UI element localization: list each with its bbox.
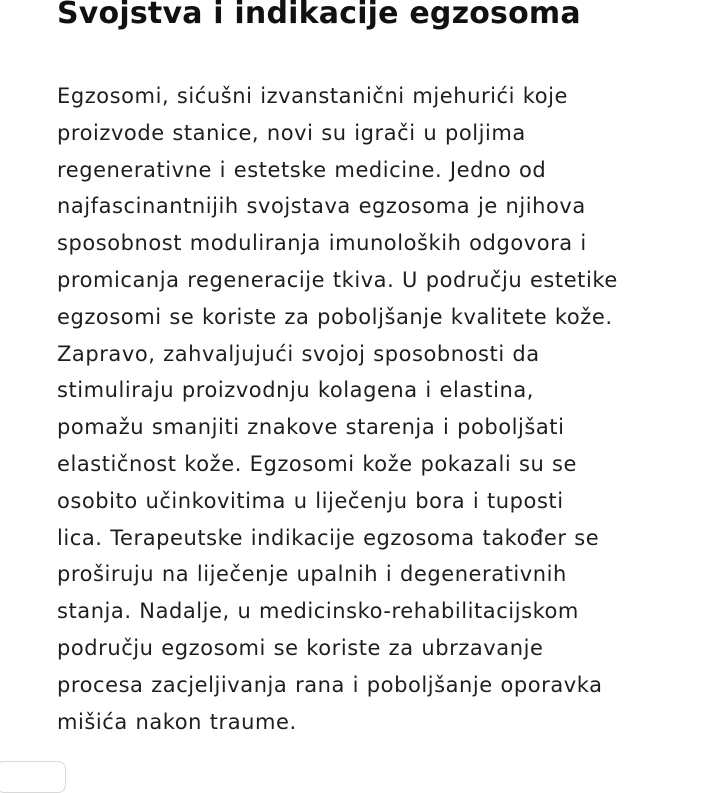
paragraph-line: stanja. Nadalje, u medicinsko-rehabilitacijskom (57, 599, 579, 624)
paragraph-line: elastičnost kože. Egzosomi kože pokazali su se (57, 451, 578, 476)
paragraph-line: Zapravo, zahvaljujući svojoj sposobnosti da (57, 341, 540, 366)
paragraph-line: području egzosomi se koriste za ubrzavanje (57, 635, 544, 660)
paragraph-line: Egzosomi, sićušni izvanstanični mjehurići koje (57, 84, 568, 108)
paragraph-line: mišića nakon traume. (57, 709, 297, 734)
paragraph-line: pomažu smanjiti znakove starenja i poboljšati (57, 415, 565, 440)
article (57, 0, 677, 740)
paragraph-line: regenerativne i estetske medicine. Jedno od (57, 157, 547, 182)
paragraph-line: proširuju na liječenje upalnih i degenerativnih (57, 562, 567, 587)
paragraph-line: promicanja regeneracije tkiva. U području estetike (57, 267, 618, 292)
paragraph-line: najfascinantnijih svojstava egzosoma je njihova (57, 194, 586, 219)
article-paragraph (57, 78, 677, 740)
paragraph-line: osobito učinkovitima u liječenju bora i tuposti (57, 488, 564, 513)
paragraph-line: proizvode stanice, novi su igrači u poljima (57, 120, 526, 145)
paragraph-line: procesa zacjeljivanja rana i poboljšanje oporavka (57, 672, 603, 697)
article-title: Svojstva i indikacije egzosoma (57, 0, 581, 31)
paragraph-line: lica. Terapeutske indikacije egzosoma također se (57, 525, 600, 550)
bottom-card-edge (0, 761, 66, 793)
paragraph-line: egzosomi se koriste za poboljšanje kvalitete kože. (57, 304, 613, 329)
paragraph-line: sposobnost moduliranja imunoloških odgovora i (57, 231, 587, 256)
paragraph-line: stimuliraju proizvodnju kolagena i elastina, (57, 378, 534, 403)
